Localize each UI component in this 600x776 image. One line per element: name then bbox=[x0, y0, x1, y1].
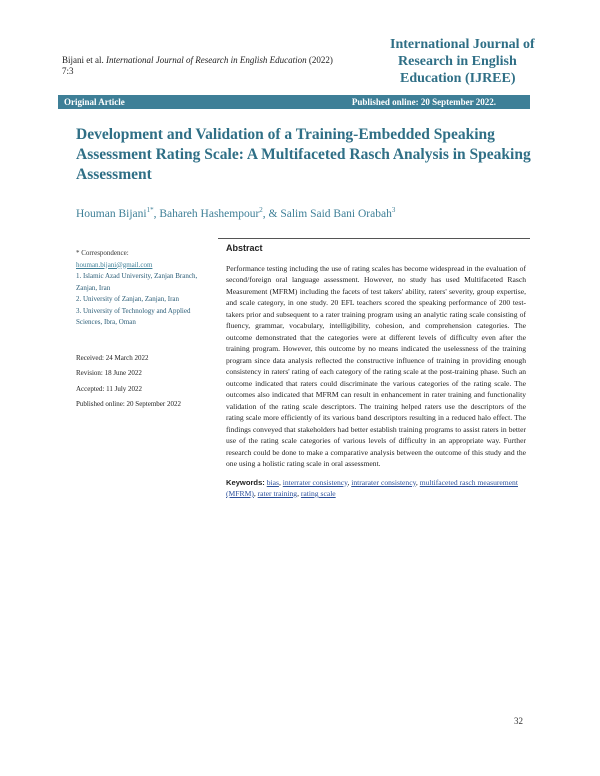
keywords-line: Keywords: bias, interrater consistency, intrarater consistency, multifaceted rasch measurement (MFRM), rater training, rating scale bbox=[226, 477, 518, 498]
journal-line-1: International Journal of bbox=[390, 37, 535, 52]
keyword-link[interactable]: rater training bbox=[257, 489, 298, 498]
author-list bbox=[76, 206, 536, 220]
received-date: Received: 24 March 2022 bbox=[76, 353, 149, 362]
citation-year: (2022) bbox=[308, 55, 333, 65]
accepted-date: Accepted: 11 July 2022 bbox=[76, 384, 143, 393]
page-number: 32 bbox=[514, 716, 523, 726]
article-dates bbox=[76, 353, 204, 411]
abstract-text: Performance testing including the use of rating scales has become widespread in the evaluation of second/foreign oral language assessment. However, no study has used Multifaceted Rasch Measurement (MFRM) including the facets of test takers' ability, raters' severity, group expertise, and scale category, in one study. 20 EFL teachers scored the speaking performance of 200 test-takers prior and subsequent to a rater training program using an analytic rating scale consisting of fluency, grammar, vocabulary, intelligibility, cohesion, and comprehension categories. The outcome demonstrated that the categories were at different levels of difficulty even after the training program. However, this outcome by no means indicated the uselessness of the training program since data analysis reflected the constructive influence of training in providing enough consistency in raters' rating of each category of the rating scale at the post-training phase. Such an outcome indicated that raters could discriminate the various categories of the rating scale. The outcomes also indicated that MFRM can result in enhancement in rater training and functionality validation of the rating scale descriptors. The training helped raters use the descriptors of the rating scale more efficiently of its various band descriptors resulting in a reduced halo effect. The findings conveyed that stakeholders had better establish training programs to assist raters in better use of the rating scale categories of various levels of difficulty in an appropriate way. Further research could be done to make a comparative analysis between the outcome of this study and the one using a holistic rating scale in oral assessment. bbox=[226, 263, 526, 468]
affiliation-1: 1. Islamic Azad University, Zanjan Branch, Zanjan, Iran bbox=[76, 272, 198, 292]
abstract-section bbox=[218, 238, 530, 500]
running-citation bbox=[62, 55, 382, 77]
author-1: Houman Bijani bbox=[76, 207, 147, 220]
keyword-link[interactable]: interrater consistency bbox=[282, 477, 348, 487]
author-2-affiliation-mark: 2 bbox=[259, 206, 263, 214]
author-1-affiliation-mark: 1* bbox=[146, 206, 154, 214]
correspondence-email-link[interactable]: houman.bijani@gmail.com bbox=[76, 260, 153, 269]
article-type: Original Article bbox=[64, 97, 125, 107]
keyword-link[interactable]: rating scale bbox=[300, 489, 336, 498]
keywords-label: Keywords: bbox=[226, 477, 265, 487]
citation-author: Bijani et al. bbox=[62, 55, 104, 65]
keyword-link[interactable]: bias bbox=[266, 477, 279, 487]
published-date: Published online: 20 September 2022 bbox=[76, 400, 181, 408]
abstract-heading: Abstract bbox=[226, 243, 263, 253]
author-2: , Bahareh Hashempour bbox=[153, 207, 260, 220]
sidebar-info bbox=[76, 248, 204, 415]
citation-journal: International Journal of Research in English Education bbox=[106, 55, 307, 65]
affiliation-2: 2. University of Zanjan, Zanjan, Iran bbox=[76, 295, 180, 303]
author-3: , & Salim Said Bani Orabah bbox=[262, 207, 392, 220]
journal-line-2: Research in English bbox=[398, 54, 517, 69]
author-3-affiliation-mark: 3 bbox=[391, 206, 396, 214]
keyword-link[interactable]: intrarater consistency bbox=[351, 477, 416, 487]
revision-date: Revision: 18 June 2022 bbox=[76, 369, 142, 377]
article-banner bbox=[58, 95, 530, 109]
journal-line-3: Education (IJREE) bbox=[400, 71, 516, 86]
article-title: Development and Validation of a Training-Embedded Speaking Assessment Rating Scale: A Multifaceted Rasch Analysis in Speaking Assessment bbox=[76, 126, 531, 183]
journal-logo-title bbox=[390, 36, 550, 87]
citation-volume: 7:3 bbox=[62, 66, 74, 76]
keyword-link[interactable]: multifaceted rasch measurement (MFRM) bbox=[226, 477, 518, 498]
correspondence-label: * Correspondence: bbox=[76, 249, 129, 257]
affiliation-3: 3. University of Technology and Applied Sciences, Ibra, Oman bbox=[76, 306, 191, 326]
banner-published-date: Published online: 20 September 2022. bbox=[351, 97, 496, 107]
